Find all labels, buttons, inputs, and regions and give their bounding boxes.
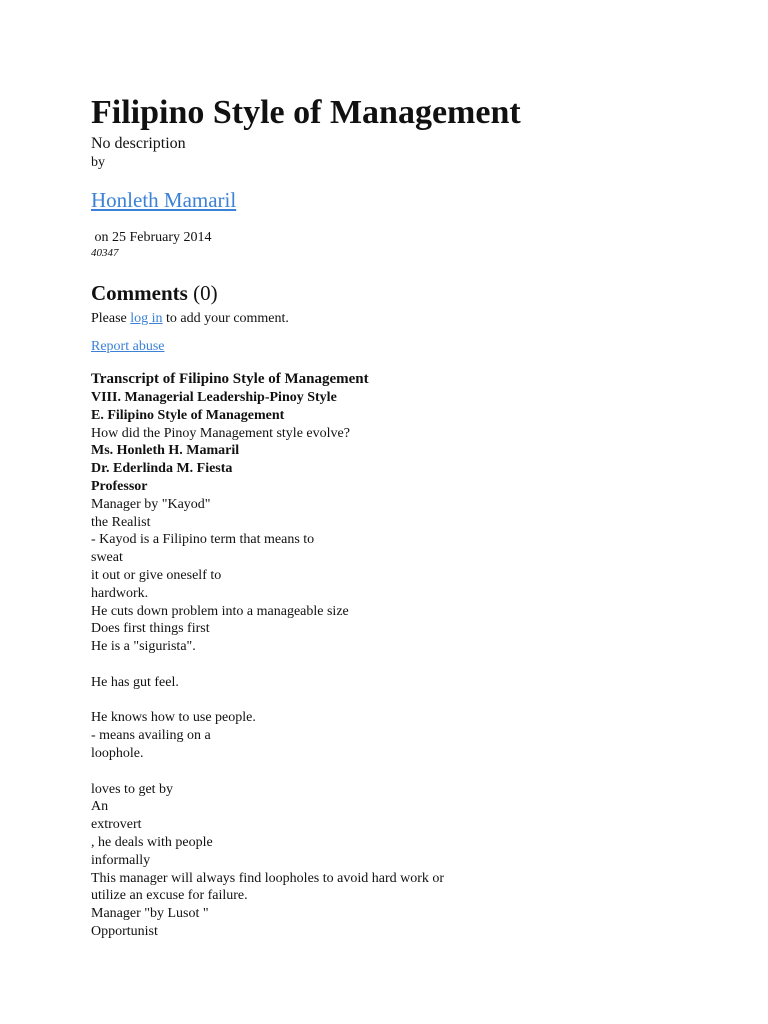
report-abuse-link[interactable]: Report abuse [91,339,165,354]
comments-heading [91,280,731,306]
transcript-line: utilize an excuse for failure. [91,888,248,904]
transcript-heading: Transcript of Filipino Style of Management [91,371,369,387]
transcript-line: Does first things first [91,621,210,637]
transcript-line: - Kayod is a Filipino term that means to [91,532,315,548]
transcript-line: Ms. Honleth H. Mamaril [91,443,240,459]
transcript-line: sweat [91,550,123,566]
transcript-line: He cuts down problem into a manageable size [91,603,349,619]
transcript-line: How did the Pinoy Management style evolve? [91,425,350,441]
transcript-line: loophole. [91,745,144,761]
transcript-line: E. Filipino Style of Management [91,407,285,423]
page-title: Filipino Style of Management [91,94,521,131]
login-link[interactable]: log in [130,311,163,326]
transcript-spacer [91,656,731,674]
transcript-body [91,389,731,941]
transcript-line: informally [91,852,151,868]
publish-date [91,229,731,246]
login-prompt [91,310,731,327]
login-prompt-before: Please [91,311,127,326]
publish-date-text: on 25 February 2014 [94,230,212,245]
by-label: by [91,155,105,170]
view-count: 40347 [91,247,119,259]
transcript-line: it out or give oneself to [91,567,222,583]
document-page [91,92,731,941]
login-prompt-after: to add your comment. [166,311,289,326]
transcript-line: loves to get by [91,781,174,797]
transcript-line: Professor [91,478,148,494]
transcript-line: He is a "sigurista". [91,639,196,655]
transcript-line: VIII. Managerial Leadership-Pinoy Style [91,390,337,405]
description: No description [91,135,186,152]
transcript-spacer [91,692,731,710]
transcript-line: , he deals with people [91,834,213,850]
transcript-line: hardwork. [91,585,149,601]
transcript-line: An [91,799,109,815]
transcript-line: Manager by "Kayod" [91,496,211,512]
transcript-line: - means availing on a [91,728,211,744]
transcript-spacer [91,763,731,781]
comments-heading-label: Comments [91,281,188,305]
transcript-line: This manager will always find loopholes to avoid hard work or [91,870,445,886]
transcript-line: Manager "by Lusot " [91,906,209,922]
transcript-line: Opportunist [91,923,158,939]
transcript-line: He knows how to use people. [91,710,256,726]
comments-count: (0) [193,281,218,305]
transcript-line: extrovert [91,817,142,833]
author-link[interactable]: Honleth Mamaril [91,188,237,212]
transcript-line: the Realist [91,514,151,530]
transcript-line: He has gut feel. [91,674,179,690]
transcript-line: Dr. Ederlinda M. Fiesta [91,461,233,477]
